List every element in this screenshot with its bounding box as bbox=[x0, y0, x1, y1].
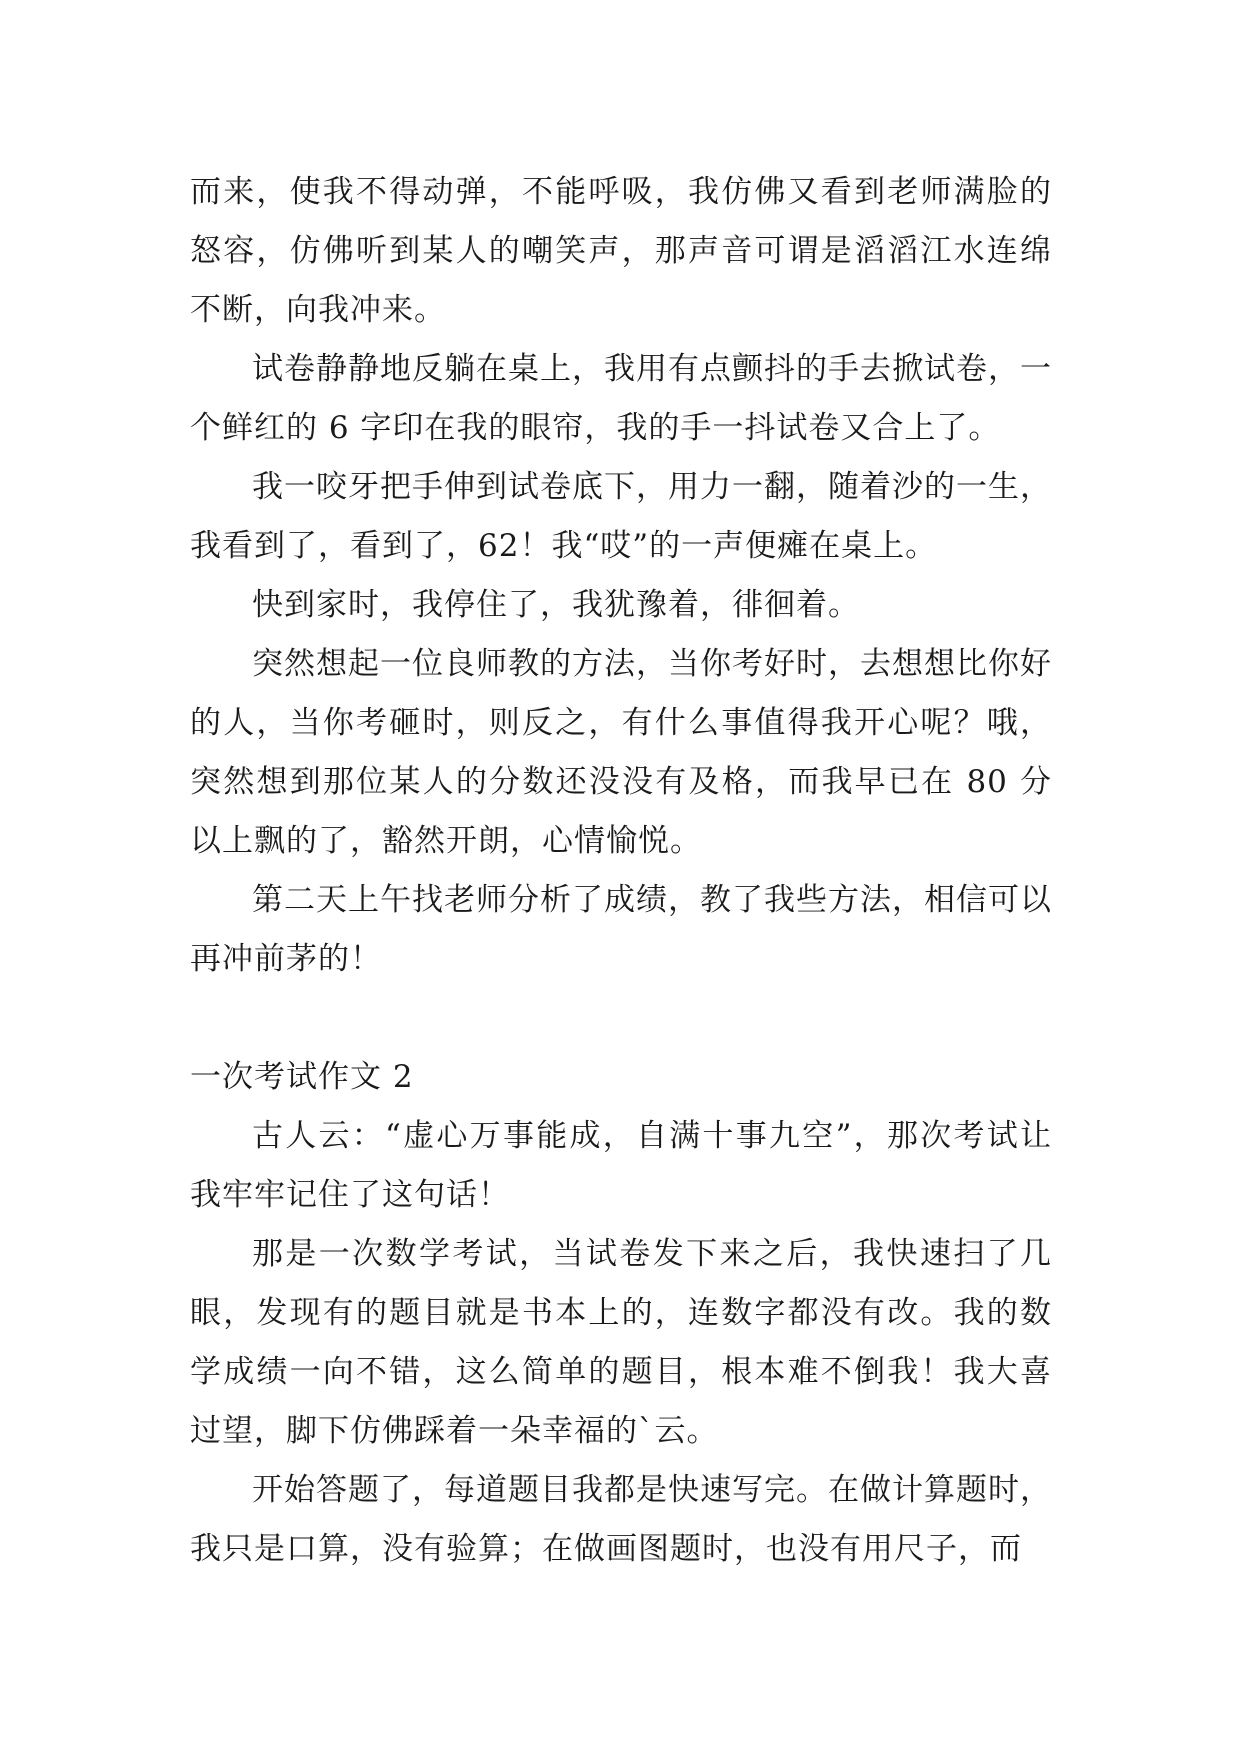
paragraph: 快到家时，我停住了，我犹豫着，徘徊着。 bbox=[252, 587, 860, 623]
paragraph: 突然想起一位良师教的方法，当你考好时，去想想比你好的人，当你考砸时，则反之，有什么事值得我开心呢？哦，突然想到那位某人的分数还没没有及格，而我早已在 80 分以上飘的了，豁然开朗，心情愉悦。 bbox=[190, 646, 1052, 859]
section-spacer bbox=[190, 989, 1052, 1048]
paragraph: 那是一次数学考试，当试卷发下来之后，我快速扫了几眼，发现有的题目就是书本上的，连数字都没有改。我的数学成绩一向不错，这么简单的题目，根本难不倒我！我大喜过望，脚下仿佛踩着一朵幸福的`云。 bbox=[190, 1236, 1052, 1449]
paragraph: 古人云：“虚心万事能成，自满十事九空”，那次考试让我牢牢记住了这句话！ bbox=[190, 1118, 1052, 1213]
paragraph: 第二天上午找老师分析了成绩，教了我些方法，相信可以再冲前茅的！ bbox=[190, 882, 1052, 977]
paragraph: 我一咬牙把手伸到试卷底下，用力一翻，随着沙的一生，我看到了，看到了，62！我“哎”的一声便瘫在桌上。 bbox=[190, 469, 1052, 564]
paragraph: 试卷静静地反躺在桌上，我用有点颤抖的手去掀试卷，一个鲜红的 6 字印在我的眼帘，我的手一抖试卷又合上了。 bbox=[190, 351, 1052, 446]
paragraph: 开始答题了，每道题目我都是快速写完。在做计算题时，我只是口算，没有验算；在做画图题时，也没有用尺子，而 bbox=[190, 1472, 1052, 1567]
paragraph-continuation: 而来，使我不得动弹，不能呼吸，我仿佛又看到老师满脸的怒容，仿佛听到某人的嘲笑声，那声音可谓是滔滔江水连绵不断，向我冲来。 bbox=[190, 174, 1052, 328]
document-body bbox=[190, 163, 1052, 1579]
section-heading: 一次考试作文 2 bbox=[190, 1059, 414, 1095]
